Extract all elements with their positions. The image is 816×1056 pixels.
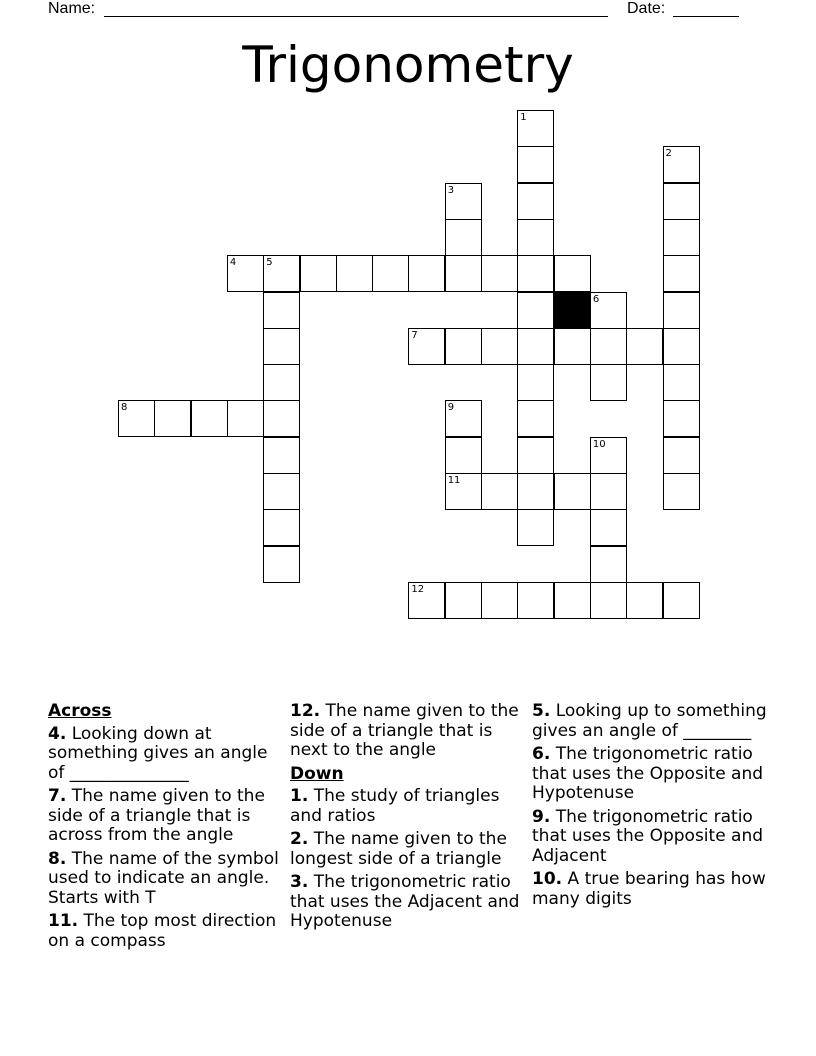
grid-cell[interactable]: [554, 255, 591, 292]
grid-cell[interactable]: [445, 328, 482, 365]
grid-cell[interactable]: [263, 473, 300, 510]
grid-cell[interactable]: [517, 400, 554, 437]
puzzle-title: Trigonometry: [242, 36, 574, 94]
grid-cell[interactable]: [445, 582, 482, 619]
grid-cell[interactable]: [263, 509, 300, 546]
grid-cell[interactable]: [517, 582, 554, 619]
clue-number: 1: [520, 112, 527, 123]
clue-number: 10: [592, 438, 606, 450]
clue-number: 5: [266, 257, 273, 269]
grid-cell[interactable]: [263, 328, 300, 365]
clue-number: 3: [447, 184, 455, 196]
grid-cell[interactable]: [445, 183, 482, 220]
grid-cell[interactable]: [663, 364, 700, 401]
grid-cell[interactable]: [517, 437, 554, 474]
grid-cell[interactable]: [445, 400, 482, 437]
clue-down-10: 10. A true bearing has how many digits: [532, 869, 766, 909]
grid-cell[interactable]: [590, 437, 627, 474]
clue-across-12: 12. The name given to the side of a triangle that is next to the angle: [290, 701, 519, 760]
clue-number: 8: [121, 402, 128, 414]
grid-cell[interactable]: [517, 183, 554, 220]
clue-column-3: [532, 702, 772, 913]
grid-cell[interactable]: [445, 255, 482, 292]
grid-cell[interactable]: [263, 437, 300, 474]
grid-cell[interactable]: [590, 364, 627, 401]
clue-number: 11: [447, 475, 461, 486]
clue-column-1: [48, 702, 284, 955]
down-heading: Down: [290, 763, 344, 784]
clue-across-8: 8. The name of the symbol used to indicate an angle. Starts with T: [48, 848, 279, 908]
grid-cell[interactable]: [663, 219, 700, 256]
grid-cell[interactable]: [191, 400, 228, 437]
grid-cell[interactable]: [590, 328, 627, 365]
clue-down-2: 2. The name given to the longest side of a triangle: [290, 829, 507, 869]
grid-cell[interactable]: [590, 473, 627, 510]
grid-cell[interactable]: [554, 328, 591, 365]
grid-cell[interactable]: [517, 292, 554, 329]
clue-number: 7: [411, 329, 418, 341]
grid-cell[interactable]: [263, 546, 300, 583]
grid-cell[interactable]: [590, 582, 627, 619]
grid-cell[interactable]: [663, 328, 700, 365]
grid-cell[interactable]: [517, 255, 554, 292]
clue-down-3: 3. The trigonometric ratio that uses the Adjacent and Hypotenuse: [290, 872, 520, 931]
grid-cell[interactable]: [517, 473, 554, 510]
clue-across-4: 4. Looking down at something gives an angle of ______________: [48, 723, 268, 783]
date-label: Date:: [627, 0, 666, 17]
grid-cell[interactable]: [626, 328, 663, 365]
grid-block-cell: [554, 292, 591, 329]
grid-cell[interactable]: [663, 255, 700, 292]
grid-cell[interactable]: [118, 400, 155, 437]
grid-cell[interactable]: [517, 146, 554, 183]
clue-down-9: 9. The trigonometric ratio that uses the Opposite and Adjacent: [532, 806, 764, 866]
grid-cell[interactable]: [263, 255, 300, 292]
grid-cell[interactable]: [481, 328, 518, 365]
clue-across-7: 7. The name given to the side of a triangle that is across from the angle: [48, 786, 265, 845]
grid-cell[interactable]: [445, 437, 482, 474]
clue-column-2: [290, 702, 526, 936]
grid-cell[interactable]: [372, 255, 409, 292]
clue-across-11: 11. The top most direction on a compass: [48, 911, 277, 951]
name-label: Name:: [48, 0, 96, 17]
clue-down-5: 5. Looking up to something gives an angle of ________: [532, 701, 767, 741]
grid-cell[interactable]: [227, 255, 264, 292]
grid-cell[interactable]: [663, 400, 700, 437]
grid-cell[interactable]: [590, 509, 627, 546]
grid-cell[interactable]: [554, 473, 591, 510]
clue-down-6: 6. The trigonometric ratio that uses the Opposite and Hypotenuse: [532, 744, 764, 803]
clue-number: 9: [447, 402, 455, 414]
grid-cell[interactable]: [517, 110, 554, 147]
grid-cell[interactable]: [408, 328, 445, 365]
grid-cell[interactable]: [517, 219, 554, 256]
grid-cell[interactable]: [445, 219, 482, 256]
clue-number: 4: [229, 257, 237, 269]
grid-cell[interactable]: [590, 546, 627, 583]
grid-cell[interactable]: [590, 292, 627, 329]
grid-cell[interactable]: [263, 292, 300, 329]
grid-cell[interactable]: [626, 582, 663, 619]
grid-cell[interactable]: [481, 582, 518, 619]
across-heading: Across: [48, 701, 112, 721]
grid-cell[interactable]: [336, 255, 373, 292]
clue-number: 2: [665, 148, 672, 160]
grid-cell[interactable]: [663, 582, 700, 619]
grid-cell[interactable]: [408, 582, 445, 619]
grid-cell[interactable]: [663, 437, 700, 474]
grid-cell[interactable]: [445, 473, 482, 510]
grid-cell[interactable]: [554, 582, 591, 619]
grid-cell[interactable]: [517, 328, 554, 365]
grid-cell[interactable]: [227, 400, 264, 437]
clue-down-1: 1. The study of triangles and ratios: [290, 786, 500, 826]
grid-cell[interactable]: [663, 292, 700, 329]
grid-cell[interactable]: [481, 255, 518, 292]
grid-cell[interactable]: [408, 255, 445, 292]
grid-cell[interactable]: [300, 255, 337, 292]
grid-cell[interactable]: [663, 183, 700, 220]
grid-cell[interactable]: [663, 473, 700, 510]
grid-cell[interactable]: [154, 400, 191, 437]
clue-number: 6: [592, 293, 600, 305]
clue-number: 12: [411, 583, 425, 595]
grid-cell[interactable]: [263, 364, 300, 401]
grid-cell[interactable]: [517, 364, 554, 401]
grid-cell[interactable]: [663, 146, 700, 183]
grid-cell[interactable]: [481, 473, 518, 510]
grid-cell[interactable]: [517, 509, 554, 546]
grid-cell[interactable]: [263, 400, 300, 437]
